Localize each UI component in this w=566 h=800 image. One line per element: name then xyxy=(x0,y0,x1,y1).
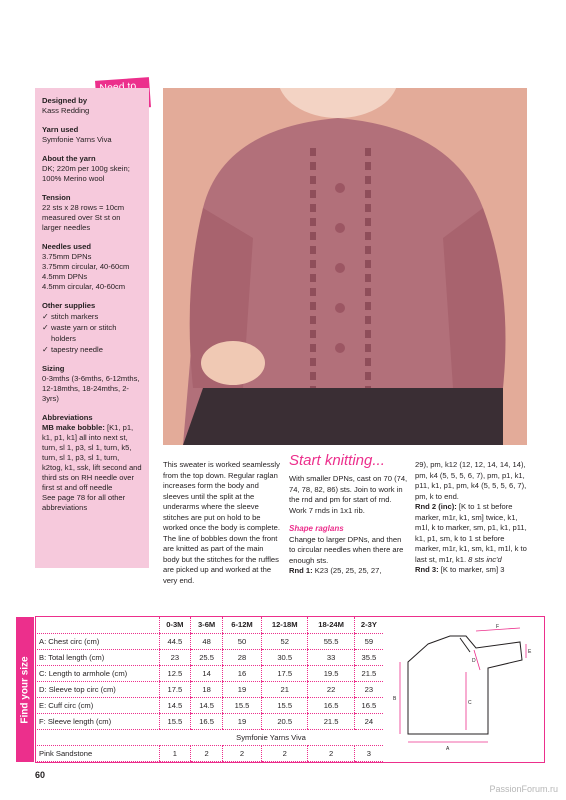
designer-name: Kass Redding xyxy=(42,106,90,115)
table-cell: 55.5 xyxy=(308,633,354,649)
row-label: E: Cuff circ (cm) xyxy=(35,697,159,713)
table-cell: 50 xyxy=(222,633,261,649)
yarn-used-text: Symfonie Yarns Viva xyxy=(42,135,112,144)
yarn-colour-label: Pink Sandstone xyxy=(35,745,159,761)
tension-heading: Tension xyxy=(42,193,71,202)
row-label: B: Total length (cm) xyxy=(35,649,159,665)
table-cell: 20.5 xyxy=(262,713,308,729)
yarn-used-heading: Yarn used xyxy=(42,125,79,134)
abbreviation-definition: [K1, p1, k1, p1, k1] all into next st, turn, sl 1, p3, sl 1, turn, k5, turn, sl 1, p3, sl 1, turn, k2tog, k1, ssk, lift second and third sts on RH needle over first st and off needle xyxy=(42,423,142,492)
size-table xyxy=(35,617,383,762)
table-cell: 22 xyxy=(308,681,354,697)
sizing-text: 0-3mths (3-6mths, 6-12mths, 12-18mths, 18-24mths, 2-3yrs) xyxy=(42,374,140,403)
pattern-continued-column xyxy=(415,460,529,576)
rnd-3-label: Rnd 3: xyxy=(415,565,439,574)
abbreviation-term: MB make bobble: xyxy=(42,423,105,432)
row-label: C: Length to armhole (cm) xyxy=(35,665,159,681)
supply-item: ✓ waste yarn or stitch holders xyxy=(42,322,142,344)
yarn-quantity-row xyxy=(35,745,383,761)
supplies-list xyxy=(42,311,142,355)
cast-on-text: With smaller DPNs, cast on 70 (74, 74, 78, 82, 86) sts. Join to work in the rnd and pm for start of rnd. xyxy=(289,474,408,504)
row-label: A: Chest circ (cm) xyxy=(35,633,159,649)
table-cell: 14.5 xyxy=(191,697,223,713)
needles-heading: Needles used xyxy=(42,242,91,251)
table-cell: 48 xyxy=(191,633,223,649)
size-header: 18-24M xyxy=(308,617,354,633)
table-cell: 44.5 xyxy=(159,633,191,649)
table-cell: 28 xyxy=(222,649,261,665)
rnd-1-text: K23 (25, 25, 25, 27, xyxy=(312,566,382,575)
table-cell: 30.5 xyxy=(262,649,308,665)
table-cell: 25.5 xyxy=(191,649,223,665)
table-cell: 24 xyxy=(354,713,383,729)
needle-item: 3.75mm DPNs xyxy=(42,252,92,261)
table-cell: 17.5 xyxy=(262,665,308,681)
table-cell: 19 xyxy=(222,681,261,697)
table-cell: 2 xyxy=(262,745,308,761)
shape-raglans-heading: Shape raglans xyxy=(289,524,344,533)
size-header-row xyxy=(35,617,383,633)
table-cell: 2 xyxy=(191,745,223,761)
abbreviations-heading: Abbreviations xyxy=(42,413,93,422)
table-cell: 12.5 xyxy=(159,665,191,681)
table-row xyxy=(35,649,383,665)
find-your-size-tab xyxy=(16,617,34,762)
row-label: F: Sleeve length (cm) xyxy=(35,713,159,729)
table-row xyxy=(35,665,383,681)
rnd-2-label: Rnd 2 (inc): xyxy=(415,502,457,511)
table-cell: 33 xyxy=(308,649,354,665)
yarn-brand-header: Symfonie Yarns Viva xyxy=(159,729,383,745)
watermark: PassionForum.ru xyxy=(489,784,558,794)
table-row xyxy=(35,713,383,729)
rib-text: Work 7 rnds in 1x1 rib. xyxy=(289,505,365,515)
intro-column: This sweater is worked seamlessly from the top down. Regular raglan increases form the body and sleeves until the split at the underarms where the sleeve stitches are put on hold to be worked once the body is complete. The line of bobbles down the front are knitted as part of the main body but the stitches for the ruffles are picked up and worked at the very end. xyxy=(163,460,280,585)
size-header: 6-12M xyxy=(222,617,261,633)
table-cell: 15.5 xyxy=(222,697,261,713)
table-row xyxy=(35,681,383,697)
sizing-heading: Sizing xyxy=(42,364,65,373)
rnd-2-note: 8 sts inc'd xyxy=(466,554,502,564)
table-cell: 1 xyxy=(159,745,191,761)
size-header: 0-3M xyxy=(159,617,191,633)
start-knitting-heading: Start knitting... xyxy=(289,452,385,469)
rnd-2-instruction xyxy=(415,502,529,565)
table-cell: 59 xyxy=(354,633,383,649)
needle-item: 4.5mm circular, 40-60cm xyxy=(42,282,126,291)
size-header: 3-6M xyxy=(191,617,223,633)
tension-text: 22 sts x 28 rows = 10cm measured over St st on larger needles xyxy=(42,203,125,232)
table-cell: 52 xyxy=(262,633,308,649)
label-d: D xyxy=(472,658,476,664)
table-cell: 23 xyxy=(159,649,191,665)
table-cell: 18 xyxy=(191,681,223,697)
table-cell: 3 xyxy=(354,745,383,761)
table-cell: 14.5 xyxy=(159,697,191,713)
table-cell: 16.5 xyxy=(191,713,223,729)
supplies-heading: Other supplies xyxy=(42,301,96,310)
supply-item: ✓ stitch markers xyxy=(42,311,142,322)
needle-item: 3.75mm circular, 40-60cm xyxy=(42,262,130,271)
yarn-header-row xyxy=(35,729,383,745)
table-cell: 14 xyxy=(191,665,223,681)
info-sidebar xyxy=(35,88,149,568)
table-cell: 2 xyxy=(308,745,354,761)
table-cell: 23 xyxy=(354,681,383,697)
table-cell: 16.5 xyxy=(308,697,354,713)
rnd-1-instruction xyxy=(289,566,409,577)
about-yarn-heading: About the yarn xyxy=(42,154,96,163)
table-cell: 2 xyxy=(222,745,261,761)
label-b: B xyxy=(393,696,397,702)
abbreviation-see-page: See page 78 for all other abbreviations xyxy=(42,493,126,512)
supply-item: ✓ tapestry needle xyxy=(42,344,142,355)
table-row xyxy=(35,633,383,649)
table-cell: 35.5 xyxy=(354,649,383,665)
table-cell: 15.5 xyxy=(262,697,308,713)
table-cell: 16 xyxy=(222,665,261,681)
table-cell: 19.5 xyxy=(308,665,354,681)
row-label: D: Sleeve top circ (cm) xyxy=(35,681,159,697)
needle-item: 4.5mm DPNs xyxy=(42,272,88,281)
label-f: F xyxy=(496,624,500,630)
designed-by-heading: Designed by xyxy=(42,96,88,105)
rnd-1-continued: 29), pm, k12 (12, 12, 14, 14, 14), pm, k4 (5, 5, 5, 6, 7), pm, p1, k1, p11, k1, p1, pm, k4 (5, 5, 5, 6, 7), pm, k to end. xyxy=(415,460,527,501)
sweater-schematic xyxy=(388,622,538,757)
table-cell: 21.5 xyxy=(354,665,383,681)
table-cell: 21.5 xyxy=(308,713,354,729)
table-row xyxy=(35,697,383,713)
sweater-illustration xyxy=(163,88,527,445)
rnd-3-text: [K to marker, sm] 3 xyxy=(438,565,505,574)
baby-sweater-photo xyxy=(163,88,527,445)
page-number: 60 xyxy=(35,770,46,780)
label-a: A xyxy=(446,746,450,752)
size-header: 2-3Y xyxy=(354,617,383,633)
rnd-3-instruction xyxy=(415,565,529,576)
shape-raglans-text: Change to larger DPNs, and then to circular needles when there are enough sts. xyxy=(289,534,404,565)
find-your-size-label: Find your size xyxy=(19,655,31,724)
table-cell: 16.5 xyxy=(354,697,383,713)
label-e: E xyxy=(528,649,532,655)
rnd-1-label: Rnd 1: xyxy=(289,566,313,575)
rnd-2-text: [K to 1 st before marker, m1r, k1, sm] twice, k1, m1l, k to marker, sm, p1, k1, p11, k1, p1, sm, k to 1 st before marker, m1r, k1, sm, k1, m1l, k to last st, m1r, k1. xyxy=(415,502,527,564)
table-cell: 19 xyxy=(222,713,261,729)
table-cell: 21 xyxy=(262,681,308,697)
label-c: C xyxy=(468,700,472,706)
start-knitting-column xyxy=(289,452,409,577)
table-cell: 15.5 xyxy=(159,713,191,729)
about-yarn-text: DK; 220m per 100g skein; 100% Merino wool xyxy=(42,164,130,183)
table-cell: 17.5 xyxy=(159,681,191,697)
yarn-header-empty xyxy=(35,729,159,745)
size-header-empty xyxy=(35,617,159,633)
size-header: 12-18M xyxy=(262,617,308,633)
abbreviation-mb xyxy=(42,423,142,493)
